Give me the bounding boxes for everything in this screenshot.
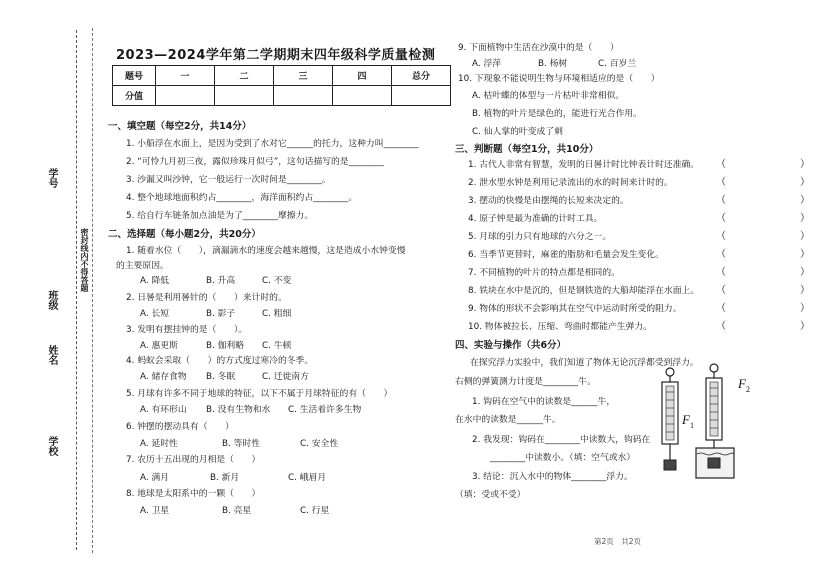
fill-question: 4. 整个地球地面积约占________，海洋面积约占________。 — [126, 193, 358, 203]
choice-option[interactable]: A. 延时性 — [140, 439, 178, 449]
judge-item: 8. 铁块在水中是沉的，但是钢铁造的大船却能浮在水面上。 — [468, 286, 700, 296]
section4-heading: 四、实验与操作（共6分） — [455, 340, 567, 351]
score-header-cell: 一 — [156, 66, 215, 86]
school-label: 学校 — [46, 436, 57, 456]
score-cell[interactable] — [392, 86, 451, 106]
answer-paren[interactable]: （ ） — [716, 303, 828, 314]
fill-question: 1. 小船浮在水面上，是因为受到了水对它______的托力，这种力叫________ — [126, 139, 419, 149]
choice-question: 5. 月球有许多不同于地球的特征，以下不属于月球特征的有（ ） — [126, 389, 393, 399]
answer-paren[interactable]: （ ） — [716, 213, 828, 224]
choice-option[interactable]: C. 行星 — [300, 506, 330, 516]
f2-subscript: 2 — [746, 385, 750, 394]
experiment-text: 右侧的弹簧测力计度是________牛。 — [455, 377, 596, 387]
choice-option[interactable]: A. 浮萍 — [472, 59, 502, 69]
score-header-cell: 题号 — [113, 66, 156, 86]
seal-line-inner — [92, 28, 93, 553]
fill-question: 5. 给自行车链条加点油是为了________摩擦力。 — [126, 211, 314, 221]
seal-line — [76, 30, 77, 550]
section1-heading: 一、填空题（每空2分，共14分） — [108, 121, 252, 132]
answer-paren[interactable]: （ ） — [716, 321, 828, 332]
choice-question: 6. 钟摆的摆动具有（ ） — [126, 422, 234, 432]
answer-paren[interactable]: （ ） — [716, 249, 828, 260]
score-header-cell: 总分 — [392, 66, 451, 86]
judge-item: 3. 摆动的快慢是由摆绳的长短来决定的。 — [468, 196, 629, 206]
spring-scale-2 — [696, 364, 734, 478]
score-header-cell: 三 — [274, 66, 333, 86]
choice-option[interactable]: C. 百岁兰 — [598, 59, 637, 69]
choice-option[interactable]: C. 安全性 — [300, 439, 339, 449]
answer-paren[interactable]: （ ） — [716, 285, 828, 296]
choice-option[interactable]: B. 升高 — [206, 276, 236, 286]
choice-option[interactable]: B. 没有生物和水 — [206, 405, 271, 415]
experiment-text: 2. 我发现：钩码在________中读数大，钩码在 — [472, 435, 651, 445]
choice-question: 7. 农历十五出现的月相是（ ） — [126, 455, 261, 465]
choice-question-cont: 的主要原因。 — [116, 261, 169, 271]
choice-option[interactable]: A. 储存食物 — [140, 372, 187, 382]
score-table — [112, 65, 451, 106]
score-row-label: 分值 — [113, 86, 156, 106]
choice-option[interactable]: B. 植物的叶片是绿色的，能进行光合作用。 — [472, 109, 642, 119]
answer-paren[interactable]: （ ） — [716, 195, 828, 206]
answer-paren[interactable]: （ ） — [716, 177, 828, 188]
section3-heading: 三、判断题（每空1分，共10分） — [455, 144, 599, 155]
choice-question: 2. 日晷是利用晷针的（ ）来计时的。 — [126, 293, 287, 303]
choice-option[interactable]: B. 杨树 — [538, 59, 568, 69]
spring-scale-1 — [662, 368, 678, 470]
choice-option[interactable]: B. 影子 — [206, 309, 236, 319]
choice-option[interactable]: A. 长短 — [140, 309, 170, 319]
page-footer: 第2页 共2页 — [594, 537, 642, 546]
choice-option[interactable]: A. 卫星 — [140, 506, 170, 516]
choice-option[interactable]: C. 仙人掌的叶变成了刺 — [472, 127, 563, 137]
choice-question: 4. 蚂蚁会采取（ ）的方式度过寒冷的冬季。 — [126, 356, 314, 366]
choice-option[interactable]: C. 牛顿 — [262, 341, 292, 351]
choice-option[interactable]: A. 惠更斯 — [140, 341, 178, 351]
f1-label: F — [682, 412, 690, 427]
judge-item: 5. 月球的引力只有地球的六分之一。 — [468, 232, 612, 242]
experiment-intro: 在探究浮力实验中，我们知道了物体无论沉浮都受到浮力。 — [470, 358, 699, 368]
experiment-text: 在水中的读数是______牛。 — [455, 415, 561, 425]
experiment-text: ________中读数小。（填：空气或水） — [490, 453, 636, 463]
fill-question: 2. “可怜九月初三夜，露似珍珠月似弓”，这句话描写的是________ — [126, 157, 384, 167]
spring-scale-figure — [652, 362, 762, 502]
choice-option[interactable]: A. 有环形山 — [140, 405, 187, 415]
judge-item: 4. 原子钟是最为准确的计时工具。 — [468, 214, 603, 224]
fill-question: 3. 沙漏又叫沙钟，它一般运行一次时间是________。 — [126, 175, 331, 185]
choice-option[interactable]: C. 不变 — [262, 276, 292, 286]
page-title: 2023—2024学年第二学期期末四年级科学质量检测 — [116, 48, 436, 63]
f2-label: F — [738, 376, 746, 391]
choice-question: 10. 下现象不能说明生物与环境相适应的是（ ） — [458, 74, 660, 84]
choice-option[interactable]: C. 峨眉月 — [288, 473, 327, 483]
choice-option[interactable]: A. 降低 — [140, 276, 170, 286]
judge-item: 7. 不同植物的叶片的特点都是相同的。 — [468, 268, 620, 278]
choice-option[interactable]: C. 迁徙南方 — [262, 372, 309, 382]
judge-item: 1. 古代人非常有智慧，发明的日晷计时比钟表计时还准确。 — [468, 160, 700, 170]
score-header-cell: 二 — [215, 66, 274, 86]
section2-heading: 二、选择题（每小题2分，共20分） — [108, 229, 261, 240]
choice-question: 1. 随着水位（ ），滴漏滴水的速度会越来越慢，这是造成小水钟变慢 — [126, 246, 406, 256]
score-cell[interactable] — [274, 86, 333, 106]
experiment-text: 1. 钩码在空气中的读数是______牛， — [472, 397, 616, 407]
judge-item: 6. 当季节更替时，麻雀的脂肪和毛量会发生变化。 — [468, 250, 664, 260]
choice-question: 3. 发明有摆挂钟的是（ ）。 — [126, 325, 248, 335]
choice-option[interactable]: B. 等时性 — [222, 439, 261, 449]
student-no-label: 学号 — [46, 168, 57, 188]
score-table-header — [113, 66, 451, 86]
choice-option[interactable]: A. 枯叶蝶的体型与一片枯叶非常相似。 — [472, 91, 625, 101]
judge-item: 9. 物体的形状不会影响其在空气中运动时所受的阻力。 — [468, 304, 682, 314]
choice-option[interactable]: C. 生活着许多生物 — [288, 405, 362, 415]
score-header-cell: 四 — [333, 66, 392, 86]
f1-subscript: 1 — [690, 421, 694, 430]
choice-option[interactable]: B. 伽利略 — [206, 341, 245, 351]
choice-option[interactable]: A. 满月 — [140, 473, 170, 483]
class-label: 班级 — [46, 290, 57, 310]
name-label: 姓名 — [46, 345, 57, 365]
score-cell[interactable] — [156, 86, 215, 106]
choice-question: 9. 下面植物中生活在沙漠中的是（ ） — [458, 43, 619, 53]
answer-paren[interactable]: （ ） — [716, 267, 828, 278]
score-table-row — [113, 86, 451, 106]
judge-item: 2. 泄水型水钟是利用记录流出的水的时间来计时的。 — [468, 178, 673, 188]
score-cell[interactable] — [215, 86, 274, 106]
experiment-text: 3. 结论：沉入水中的物体________浮力。 — [472, 472, 633, 482]
experiment-text: （填：受或不受） — [455, 490, 526, 500]
choice-option[interactable]: B. 新月 — [210, 473, 240, 483]
choice-option[interactable]: B. 冬眠 — [206, 372, 236, 382]
seal-line-text: 密封线内不得答题 — [80, 228, 89, 292]
choice-option[interactable]: C. 粗细 — [262, 309, 292, 319]
judge-item: 10. 物体被拉长、压缩、弯曲时都能产生弹力。 — [468, 322, 652, 332]
score-cell[interactable] — [333, 86, 392, 106]
choice-question: 8. 地球是太阳系中的一颗（ ） — [126, 489, 261, 499]
answer-paren[interactable]: （ ） — [716, 159, 828, 170]
choice-option[interactable]: B. 亮星 — [222, 506, 252, 516]
answer-paren[interactable]: （ ） — [716, 231, 828, 242]
